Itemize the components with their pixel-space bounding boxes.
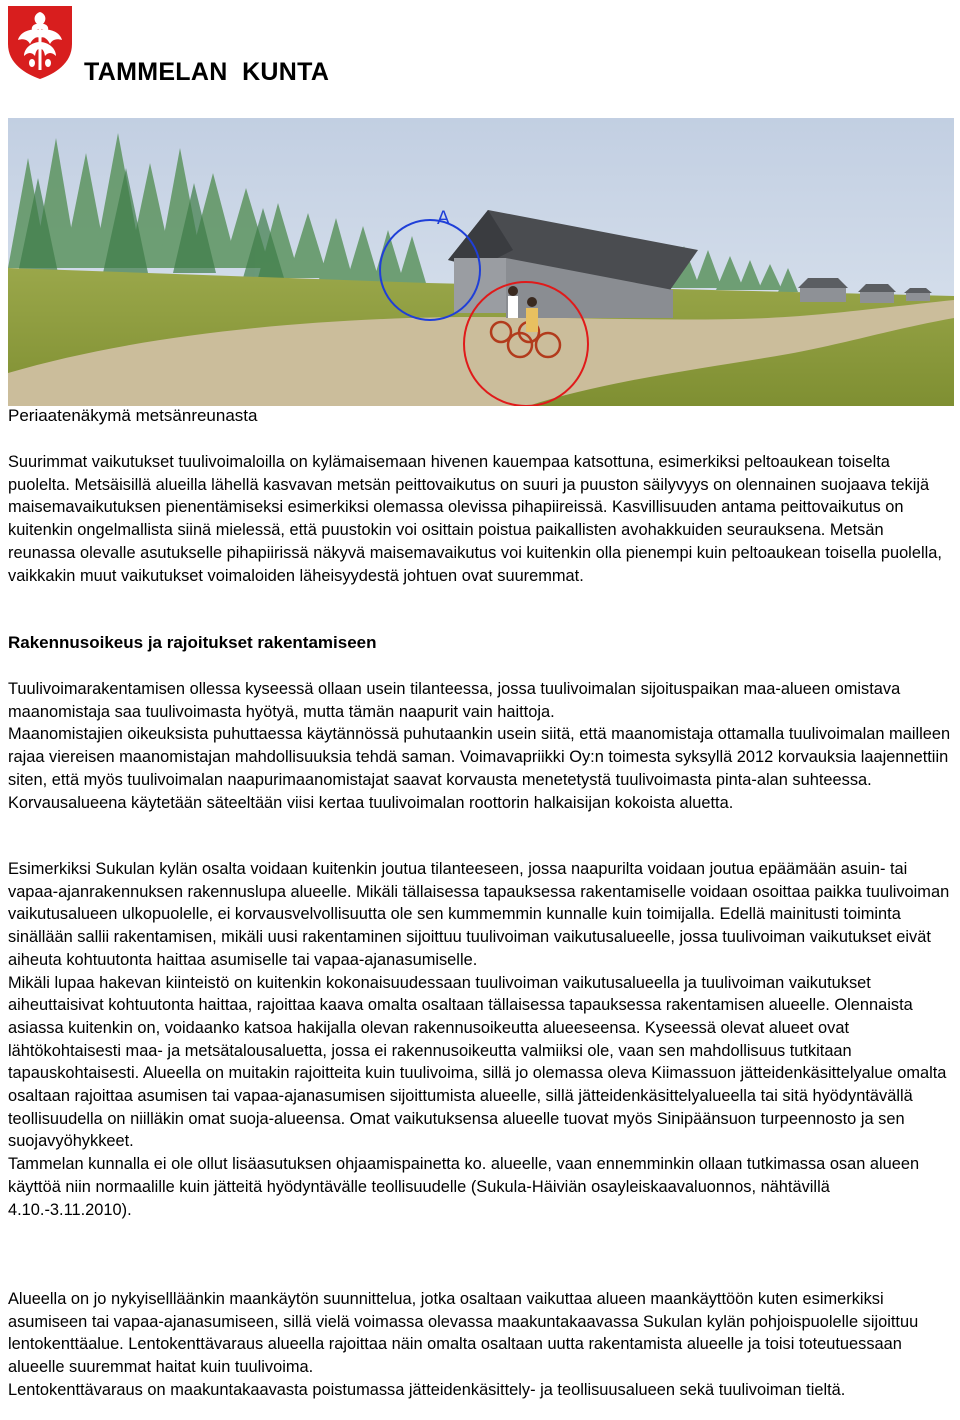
section-heading: Rakennusoikeus ja rajoitukset rakentamiseen bbox=[8, 633, 377, 652]
rights-paragraph-2: Esimerkiksi Sukulan kylän osalta voidaan kuitenkin joutua tilanteeseen, jossa naapurilta voidaan joutua epäämään asuin- tai vapaa-ajanrakennuksen rakennuslupa alueelle. Mikäli tällaisessa tapauksessa rakentamiselle voidaan osoittaa paikka tuulivoiman vaikutusalueen ulkopuolelle, ei korvausvelvollisuutta ole sen kummemmin kunnalle kuin toimijalla. Edellä mainitusti toiminta sinällään sallii rakentamisen, mikäli uusi rakentaminen sijoittuu tuulivoiman vaikutusalueelle, jossa tuulivoiman vaikutukset eivät aiheuta kohtuutonta haittaa asumiselle tai vapaa-ajanasumiselle. Mikäli lupaa hakevan kiinteistö on kuitenkin kokonaisuudessaan tuulivoiman vaikutusalueella ja tuulivoiman vaikutukset aiheuttaisivat kohtuutonta haittaa, rajoittaa kaava omalta osaltaan tällaisessa tapauksessa rakentamisen alueelle. Olennaista asiassa kuitenkin on, voidaanko katsoa hakijalla olevan rakennusoikeutta alueeseensa. Kyseessä olevat alueet ovat lähtökohtaisesti maa- ja metsätalousaluetta, jossa ei rakennusoikeutta valmiiksi ole, vaan sen mahdollisuus tutkitaan tapauskohtaisesti. Alueella on muitakin rajoitteita kuin tuulivoima, sillä jo olemassa oleva Kiimassuon jätteidenkäsittelyalue omalta osaltaan rajoittaa asumisen tai vapaa-ajanasumisen sijoittumista alueelle, sillä jätteidenkäsittelyalueella tai sitä hyödyntävällä teollisuudella on niilläkin omat suoja-alueensa. Omat vaikutuksensa alueelle tuovat myös Sinipäänsuon turpeennosto ja sen suojavyöhykkeet. Tammelan kunnalla ei ole ollut lisäasutuksen ohjaamispainetta ko. alueelle, vaan ennemminkin ollaan tutkimassa osan alueen käyttöä niin normaalille kuin jätteitä hyödyntävälle teollisuudelle (Sukula-Häiviän osayleiskaavaluonnos, nähtävillä 4.10.-3.11.2010). bbox=[8, 860, 950, 1219]
airfield-paragraph: Alueella on jo nykyisellläänkin maankäytön suunnittelua, jotka osaltaan vaikuttaa alueen maankäyttöön kuten esimerkiksi asumiseen tai vapaa-ajanasumiseen, sillä vielä voimassa olevassa maakuntakaavassa Sukulan kylän pohjoispuolelle sijoittuu lentokenttäalue. Lentokenttävaraus alueella rajoittaa näin omalta osaltaan uutta rakentamista alueelle ja toisi toteutuessaan alueelle suuremmat haitat kuin tuulivoima. Lentokenttävaraus on maakuntakaavasta poistumassa jätteidenkäsittely- ja teollisuusalueen sekä tuulivoiman tieltä. bbox=[8, 1290, 919, 1399]
figure-caption: Periaatenäkymä metsänreunasta bbox=[8, 406, 258, 425]
intro-paragraph: Suurimmat vaikutukset tuulivoimaloilla on kylämaisemaan hivenen kauempaa katsottuna, esimerkiksi peltoaukean toiselta puolelta. Metsäisillä alueilla lähellä kasvavan metsän peittovaikutus on suuri ja puuston säilyvyys on olennainen suojaava tekijä maisemavaikutuksen pienentämiseksi esimerkiksi olemassa olevissa pihapiireissä. Kasvillisuuden antama peittovaikutus on kuitenkin ongelmallista siinä mielessä, että puustokin voi osittain poistua paikallisten avohakkuiden seurauksena. Metsän reunassa olevalle asutukselle pihapiirissä näkyvä maisemavaikutus voi kuitenkin olla pienempi kuin peltoaukean toisella puolella, vaikkakin muut vaikutukset voimaloiden läheisyydestä johtuen ovat suuremmat. bbox=[8, 453, 942, 585]
municipal-coat-of-arms-logo bbox=[6, 4, 74, 80]
marker-label-a: A bbox=[437, 208, 450, 229]
rights-paragraph-1: Tuulivoimarakentamisen ollessa kyseessä ollaan usein tilanteessa, jossa tuulivoimalan sijoituspaikan maa-alueen omistava maanomistaja saa tuulivoimasta hyötyä, mutta tämän naapurit vain haittoja. Maanomistajien oikeuksista puhuttaessa käytännössä puhutaankin usein siitä, että maanomistaja ottamalla tuulivoimalan mailleen rajaa viereisen maanomistajan mahdollisuuksia tehdä saman. Voimavapriikki Oy:n toimesta syksyllä 2012 korvauksia laajennettiin siten, että myös tuulivoimalan naapurimaanomistajat saavat korvausta menetetystä tuulivoimasta pinta-alan suhteessa. Korvausalueena käytetään säteeltään viisi kertaa tuulivoimalan roottorin halkaisijan kokoista aluetta. bbox=[8, 680, 951, 812]
landscape-illustration bbox=[8, 118, 954, 406]
page-title: TAMMELAN KUNTA bbox=[84, 58, 330, 86]
